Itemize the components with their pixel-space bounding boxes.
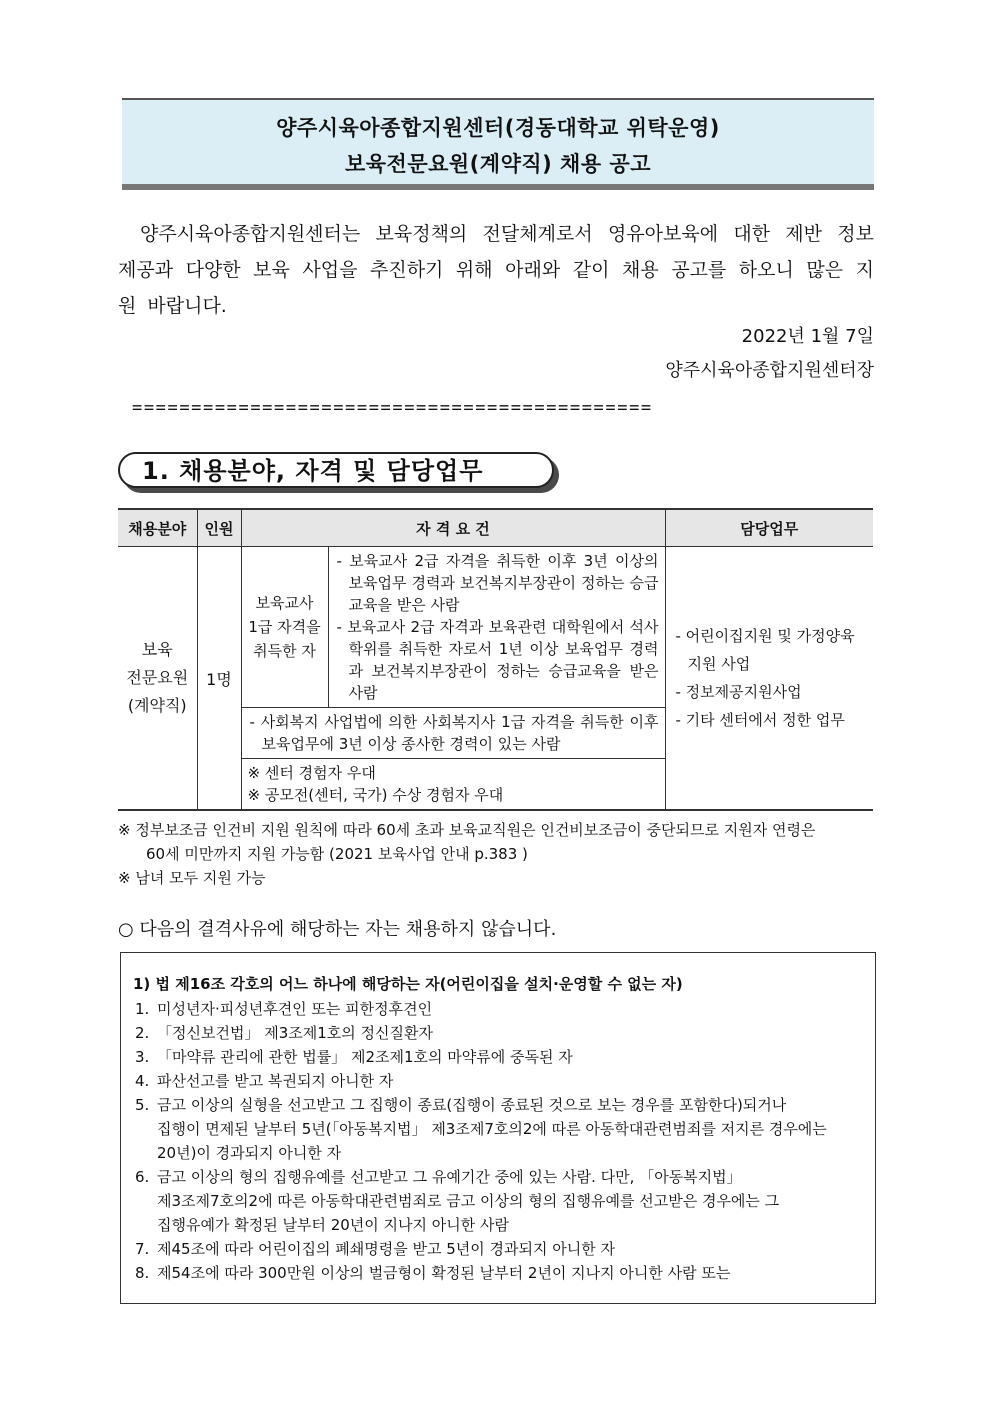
preference-2: ※ 공모전(센터, 국가) 수상 경험자 우대	[247, 786, 504, 804]
list-item: 5. 금고 이상의 실형을 선고받고 그 집행이 종료(집행이 종료된 것으로 보는 경우를 포함한다)되거나 집행이 면제된 날부터 5년(「아동복지법」 제3조제7호의2에 따른 아동학대관련범죄를 저지른 경우에는 20년)이 경과되지 아니한 자	[135, 1096, 827, 1162]
signer: 양주시육아종합지원센터장	[665, 360, 874, 381]
requirements-table	[118, 508, 873, 811]
note-2: ※ 남녀 모두 지원 가능	[118, 869, 266, 887]
title-line-2: 보육전문요원(계약직) 채용 공고	[344, 152, 652, 176]
duties-cell	[665, 547, 873, 811]
announcement-date: 2022년 1월 7일	[741, 326, 874, 347]
header-field: 채용분야	[118, 509, 197, 547]
notes	[118, 818, 874, 890]
requirements-cell	[328, 547, 665, 708]
list-item: 8. 제54조에 따라 300만원 이상의 벌금형이 확정된 날부터 2년이 지나지 아니한 사람 또는	[135, 1264, 731, 1282]
requirement-3-cell	[241, 708, 665, 759]
requirement-3: - 사회복지 사업법에 의한 사회복지사 1급 자격을 취득한 이후 보육업무에 3년 이상 종사한 경력이 있는 사람	[249, 713, 659, 753]
duty-1: - 어린이집지원 및 가정양육 지원 사업	[675, 627, 855, 673]
section-1-title: 1. 채용분야, 자격 및 담당업무	[118, 452, 554, 488]
duty-3: - 기타 센터에서 정한 업무	[675, 711, 845, 729]
preference-1: ※ 센터 경험자 우대	[247, 764, 376, 782]
header-count: 인원	[197, 509, 241, 547]
field-cell: 보육 전문요원 (계약직)	[118, 547, 197, 811]
intro-paragraph: 양주시육아종합지원센터는 보육정책의 전달체계로서 영유아보육에 대한 제반 정보 제공과 다양한 보육 사업을 추진하기 위해 아래와 같이 채용 공고를 하오니 많은 지원 바랍니다.	[118, 223, 874, 317]
list-item: 2. 「정신보건법」 제3조제1호의 정신질환자	[135, 1024, 433, 1042]
table-header-row	[118, 509, 873, 547]
note-1: ※ 정부보조금 인건비 지원 원칙에 따라 60세 초과 보육교직원은 인건비보조금이 중단되므로 지원자 연령은	[118, 821, 816, 839]
note-1-cont: 60세 미만까지 지원 가능함 (2021 보육사업 안내 p.383 )	[146, 845, 528, 863]
section-1-badge	[118, 452, 558, 492]
disqualification-box	[120, 952, 876, 1304]
header-requirements: 자 격 요 건	[241, 509, 665, 547]
list-item: 4. 파산선고를 받고 복권되지 아니한 자	[135, 1072, 394, 1090]
list-item: 1. 미성년자·피성년후견인 또는 피한정후견인	[135, 1000, 433, 1018]
preference-cell	[241, 759, 665, 811]
list-item: 7. 제45조에 따라 어린이집의 폐쇄명령을 받고 5년이 경과되지 아니한 자	[135, 1240, 616, 1258]
header-duties: 담당업무	[665, 509, 873, 547]
disqualification-list	[135, 997, 865, 1285]
sub-label-cell: 보육교사 1급 자격을 취득한 자	[241, 547, 328, 708]
list-item: 3. 「마약류 관리에 관한 법률」 제2조제1호의 마약류에 중독된 자	[135, 1048, 573, 1066]
title-line-1: 양주시육아종합지원센터(경동대학교 위탁운영)	[276, 116, 720, 140]
list-item: 6. 금고 이상의 형의 집행유예를 선고받고 그 유예기간 중에 있는 사람. 다만, 「아동복지법」 제3조제7호의2에 따른 아동학대관련범죄로 금고 이상의 형의 집행유예를 선고받은 경우에는 그 집행유예가 확정된 날부터 20년이 지나지 아니한 사람	[135, 1168, 780, 1234]
duty-2: - 정보제공지원사업	[675, 683, 802, 701]
divider-rule: ============================================	[132, 398, 653, 418]
title-banner	[122, 98, 874, 190]
disqualification-title: 1) 법 제16조 각호의 어느 하나에 해당하는 자(어린이집을 설치·운영할 수 없는 자)	[133, 975, 683, 993]
requirement-2: - 보육교사 2급 자격과 보육관련 대학원에서 석사학위를 취득한 자로서 1년 이상 보육업무 경력과 보건복지부장관이 정하는 승급교육을 받은 사람	[336, 618, 659, 702]
table-row	[118, 547, 873, 708]
count-cell: 1명	[197, 547, 241, 811]
requirement-1: - 보육교사 2급 자격을 취득한 이후 3년 이상의 보육업무 경력과 보건복지부장관이 정하는 승급교육을 받은 사람	[336, 552, 659, 614]
disqualification-heading: ○ 다음의 결격사유에 해당하는 자는 채용하지 않습니다.	[118, 919, 557, 940]
